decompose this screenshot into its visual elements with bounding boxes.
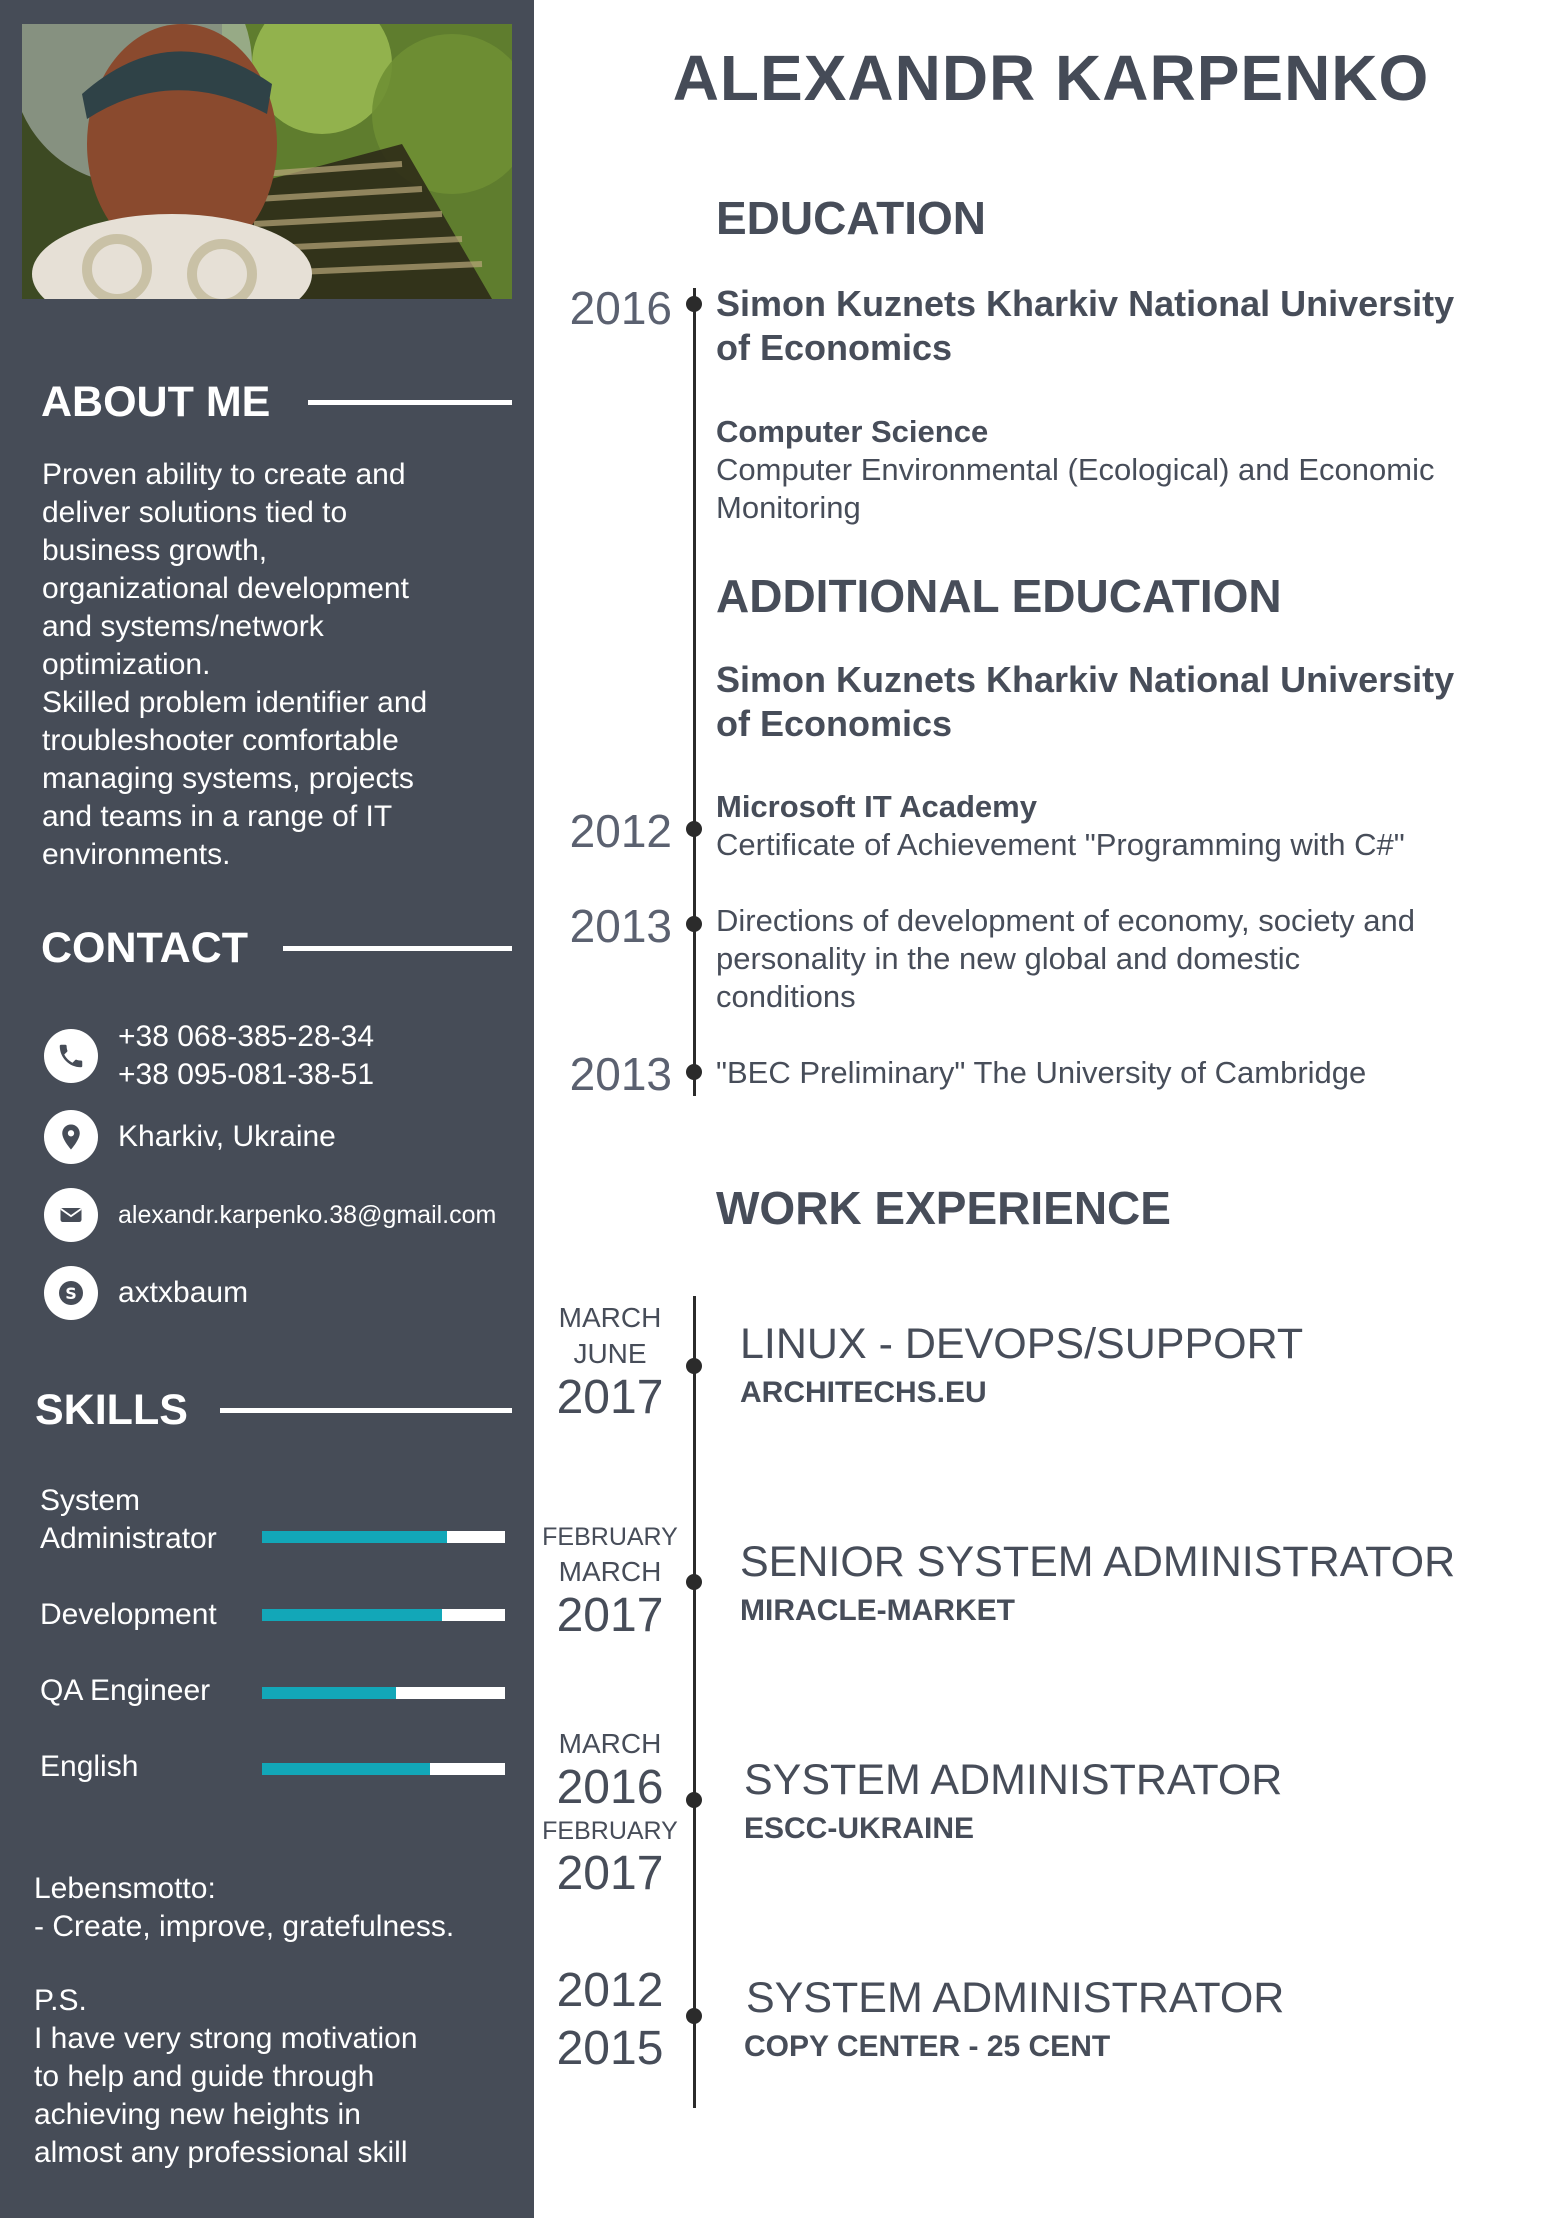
about-me-header: [0, 372, 534, 432]
job-title: SYSTEM ADMINISTRATOR: [746, 1974, 1285, 2022]
motto-text: Lebensmotto: - Create, improve, gratefulness.: [34, 1872, 455, 1943]
education-heading: EDUCATION: [716, 192, 987, 244]
skills-header: [0, 1380, 534, 1440]
profile-photo: [22, 24, 512, 299]
work-timeline: [693, 1296, 696, 2108]
additional-text: Directions of development of economy, society and personality in the new global and domestic conditions: [716, 903, 1416, 1014]
education-year: 2016: [569, 282, 672, 334]
timeline-dot: [686, 916, 702, 932]
job-date-month: MARCH: [558, 1556, 662, 1587]
job-date-month: MARCH: [558, 1728, 662, 1759]
about-me-rule: [308, 400, 512, 405]
skill-bar-fill: [262, 1687, 396, 1699]
timeline-dot: [686, 1792, 702, 1808]
job-title: LINUX - DEVOPS/SUPPORT: [740, 1320, 1304, 1368]
education-university: Simon Kuznets Kharkiv National University of Economics: [716, 283, 1455, 368]
job-date: [530, 1520, 690, 1642]
education-specialty: Computer Environmental (Ecological) and Economic Monitoring: [716, 452, 1435, 525]
additional-text: Certificate of Achievement "Programming with C#": [716, 827, 1405, 862]
timeline-dot: [686, 1064, 702, 1080]
page-title: ALEXANDR KARPENKO: [672, 42, 1430, 114]
skill-bar: [262, 1687, 505, 1699]
job-date-year: 2017: [556, 1371, 664, 1424]
skill-bar-fill: [262, 1531, 447, 1543]
job-title: SYSTEM ADMINISTRATOR: [744, 1756, 1283, 1804]
timeline-dot: [686, 1574, 702, 1590]
skill-bar: [262, 1763, 505, 1775]
job-company: MIRACLE-MARKET: [740, 1594, 1015, 1627]
job-date: [530, 1726, 690, 1900]
skills-heading: SKILLS: [35, 1386, 188, 1434]
additional-text: "BEC Preliminary" The University of Cambridge: [716, 1055, 1367, 1090]
contact-heading: CONTACT: [41, 924, 249, 972]
svg-text:S: S: [65, 1284, 77, 1303]
job-date-month: FEBRUARY: [542, 1523, 678, 1551]
contact-email: [44, 1188, 496, 1242]
about-me-text: Proven ability to create and deliver solutions tied to business growth, organizational development and systems/network optimization. Skilled problem identifier and troubleshooter comfortable managing systems, projects and teams in a range of IT environments.: [42, 458, 428, 871]
job-date-month: MARCH: [558, 1302, 662, 1333]
education-timeline: [693, 288, 696, 1096]
ps-text: P.S. I have very strong motivation to help and guide through achieving new heights in almost any professional skill: [34, 1984, 418, 2169]
skill-name: Development: [40, 1598, 217, 1631]
job-date-year: 2017: [556, 1847, 664, 1900]
job-date-year: 2012: [556, 1964, 664, 2017]
job-company: ARCHITECHS.EU: [740, 1376, 987, 1409]
skill-bar: [262, 1531, 505, 1543]
job-title: SENIOR SYSTEM ADMINISTRATOR: [740, 1538, 1456, 1586]
skill-bar-fill: [262, 1763, 430, 1775]
envelope-icon: [44, 1188, 98, 1242]
job-date-year: 2015: [556, 2022, 664, 2075]
job-date-year: 2017: [556, 1589, 664, 1642]
additional-university: Simon Kuznets Kharkiv National University of Economics: [716, 659, 1455, 744]
location-text: Kharkiv, Ukraine: [118, 1120, 336, 1153]
job-date-year: 2016: [556, 1761, 664, 1814]
contact-phone: [44, 1018, 374, 1094]
email-link[interactable]: alexandr.karpenko.38@gmail.com: [118, 1201, 497, 1229]
additional-title: Microsoft IT Academy: [716, 789, 1037, 824]
work-experience-heading: WORK EXPERIENCE: [716, 1182, 1171, 1234]
about-me-heading: ABOUT ME: [41, 378, 271, 426]
skill-bar-fill: [262, 1609, 442, 1621]
timeline-dot: [686, 2008, 702, 2024]
skype-icon: [44, 1266, 98, 1320]
timeline-dot: [686, 821, 702, 837]
job-date: [530, 1300, 690, 1424]
location-pin-icon: [44, 1110, 98, 1164]
skill-bar: [262, 1609, 505, 1621]
additional-education-heading: ADDITIONAL EDUCATION: [716, 570, 1282, 622]
skill-name: System Administrator: [40, 1484, 217, 1555]
skill-name: English: [40, 1750, 139, 1783]
timeline-dot: [686, 296, 702, 312]
education-degree: Computer Science: [716, 414, 989, 449]
skype-handle[interactable]: axtxbaum: [118, 1276, 249, 1309]
timeline-dot: [686, 1358, 702, 1374]
job-date-month: FEBRUARY: [542, 1817, 678, 1845]
contact-skype: [44, 1266, 248, 1320]
job-company: COPY CENTER - 25 CENT: [744, 2030, 1111, 2063]
phone-icon: [44, 1029, 98, 1083]
skills-rule: [220, 1408, 512, 1413]
job-date-month: JUNE: [573, 1338, 647, 1369]
additional-year: 2012: [569, 805, 672, 857]
contact-location: [44, 1110, 336, 1164]
job-date: [530, 1962, 690, 2078]
phone-numbers[interactable]: +38 068-385-28-34 +38 095-081-38-51: [118, 1020, 375, 1091]
job-company: ESCC-UKRAINE: [744, 1812, 975, 1845]
additional-year: 2013: [569, 1048, 672, 1100]
skill-name: QA Engineer: [40, 1674, 211, 1707]
additional-year: 2013: [569, 900, 672, 952]
